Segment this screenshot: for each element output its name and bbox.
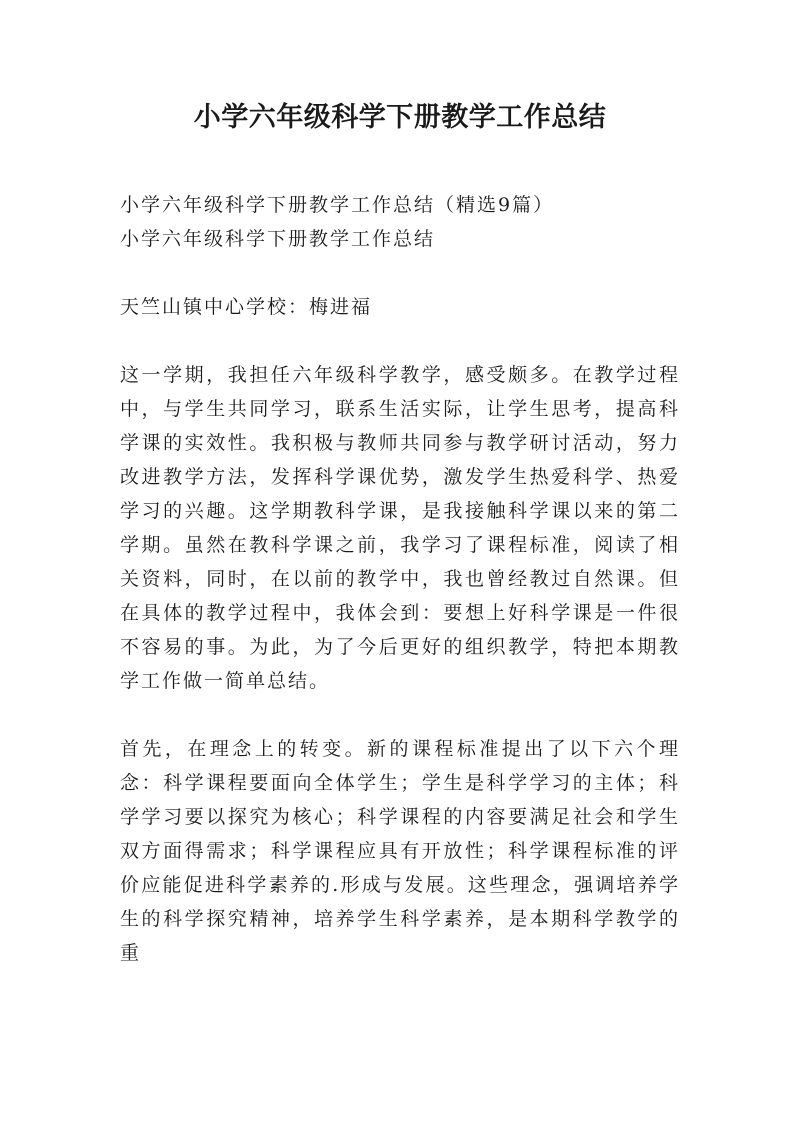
author-line: 天竺山镇中心学校：梅进福 (120, 296, 373, 318)
subtitle-full: 小学六年级科学下册教学工作总结（精选9篇） (120, 194, 555, 216)
paragraph-2: 首先，在理念上的转变。新的课程标准提出了以下六个理念：科学课程要面向全体学生；学生是科学学习的主体；科学学习要以探究为核心；科学课程的内容要满足社会和学生双方面得需求；科学课程应具有开放性；科学课程标准的评价应能促进科学素养的.形成与发展。这些理念，强调培养学生的科学探究精神，培养学生科学素养，是本期科学教学的重 (120, 738, 680, 964)
subtitle-short: 小学六年级科学下册教学工作总结 (120, 228, 436, 250)
document-body (120, 188, 680, 970)
document-title: 小学六年级科学下册教学工作总结 (193, 102, 607, 133)
paragraph-1: 这一学期，我担任六年级科学教学，感受颇多。在教学过程中，与学生共同学习，联系生活实际，让学生思考，提高科学课的实效性。我积极与教师共同参与教学研讨活动，努力改进教学方法，发挥科学课优势，激发学生热爱科学、热爱学习的兴趣。这学期教科学课，是我接触科学课以来的第二学期。虽然在教科学课之前，我学习了课程标准，阅读了相关资料，同时，在以前的教学中，我也曾经教过自然课。但在具体的教学过程中，我体会到：要想上好科学课是一件很不容易的事。为此，为了今后更好的组织教学，特把本期教学工作做一简单总结。 (120, 364, 680, 692)
